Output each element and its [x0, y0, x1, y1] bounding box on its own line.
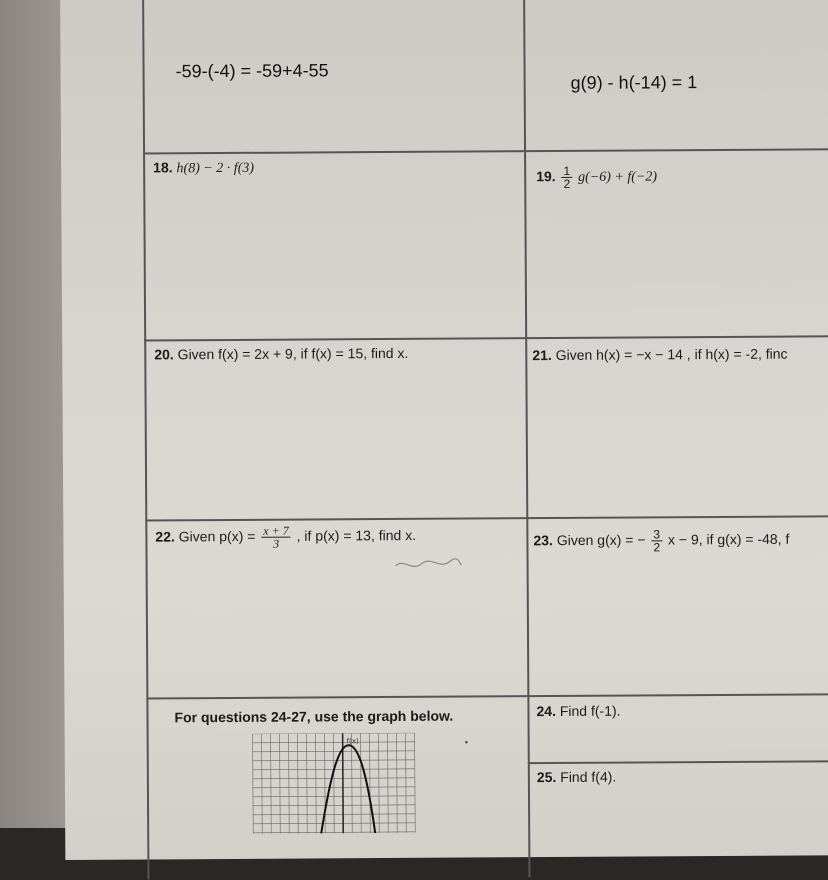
fraction	[651, 528, 662, 553]
row-divider-1	[143, 148, 828, 155]
work-line-right: g(9) - h(-14) = 1	[570, 72, 698, 93]
grid-line	[289, 734, 290, 834]
row-divider-3	[145, 515, 828, 522]
problem-number: 22.	[155, 528, 175, 545]
problem-number: 23.	[533, 532, 553, 549]
problem-number: 18.	[153, 159, 173, 176]
problem-19	[536, 164, 657, 190]
grid-line	[253, 734, 254, 834]
grid-line	[388, 733, 389, 833]
y-axis-label: f(x)	[346, 737, 359, 746]
grid-line	[334, 733, 335, 833]
problem-expression: g(−6) + f(−2)	[578, 169, 658, 186]
problem-24	[536, 703, 620, 720]
fraction-numerator: x + 7	[263, 523, 289, 538]
problem-number: 20.	[154, 346, 174, 363]
problem-text: Given h(x) = −x − 14 , if h(x) = -2, finc	[555, 345, 788, 363]
stray-mark: •	[464, 737, 469, 749]
work-line-left: -59-(-4) = -59+4-55	[175, 60, 329, 82]
grid-line	[370, 733, 371, 833]
problem-20	[154, 345, 408, 363]
grid-line	[280, 734, 281, 834]
graph-instructions: For questions 24-27, use the graph below.	[174, 707, 454, 726]
grid-line	[307, 734, 308, 834]
problem-number: 25.	[536, 768, 557, 786]
grid-line	[406, 733, 407, 833]
fraction-denominator: 2	[563, 176, 571, 191]
row-divider-2	[144, 335, 828, 342]
function-curve	[321, 745, 376, 833]
grid-line	[352, 733, 353, 833]
grid-line	[262, 734, 263, 834]
pencil-squiggle	[394, 556, 464, 574]
problem-25	[537, 769, 616, 785]
graph-grid	[253, 733, 416, 834]
worksheet-page	[60, 0, 828, 860]
fraction-numerator: 1	[563, 163, 571, 178]
grid-line	[379, 733, 380, 833]
fraction	[561, 165, 572, 190]
problem-expression: h(8) − 2 · f(3)	[176, 160, 255, 177]
problem-21	[532, 346, 787, 364]
row-divider-24-25	[528, 760, 828, 764]
problem-text: Given f(x) = 2x + 9, if f(x) = 15, find x.	[177, 344, 409, 363]
fraction-denominator: 3	[273, 536, 280, 551]
fraction-numerator: 3	[653, 527, 661, 542]
grid-line	[298, 734, 299, 834]
problem-18	[153, 159, 254, 178]
grid-line	[361, 733, 362, 833]
problem-number: 21.	[532, 347, 552, 364]
problem-text-pre: Given g(x) = −	[556, 531, 646, 549]
problem-text-post: x − 9, if g(x) = -48, f	[667, 530, 790, 548]
problem-text-pre: Given p(x) =	[178, 528, 256, 545]
problem-22	[155, 524, 416, 551]
left-border	[142, 0, 149, 879]
fraction	[261, 525, 291, 550]
problem-text: Find f(4).	[560, 768, 617, 785]
problem-23	[533, 528, 789, 555]
column-divider	[523, 0, 530, 877]
problem-number: 24.	[536, 702, 556, 720]
function-graph	[243, 733, 424, 834]
problem-number: 19.	[536, 168, 556, 185]
row-divider-4	[146, 693, 828, 700]
fraction-denominator: 2	[653, 540, 661, 555]
problem-text: Find f(-1).	[559, 702, 621, 719]
grid-line	[271, 734, 272, 834]
grid-line	[397, 733, 398, 833]
grid-line	[316, 733, 317, 833]
problem-text-post: , if p(x) = 13, find x.	[296, 527, 417, 544]
grid-line	[415, 733, 416, 833]
